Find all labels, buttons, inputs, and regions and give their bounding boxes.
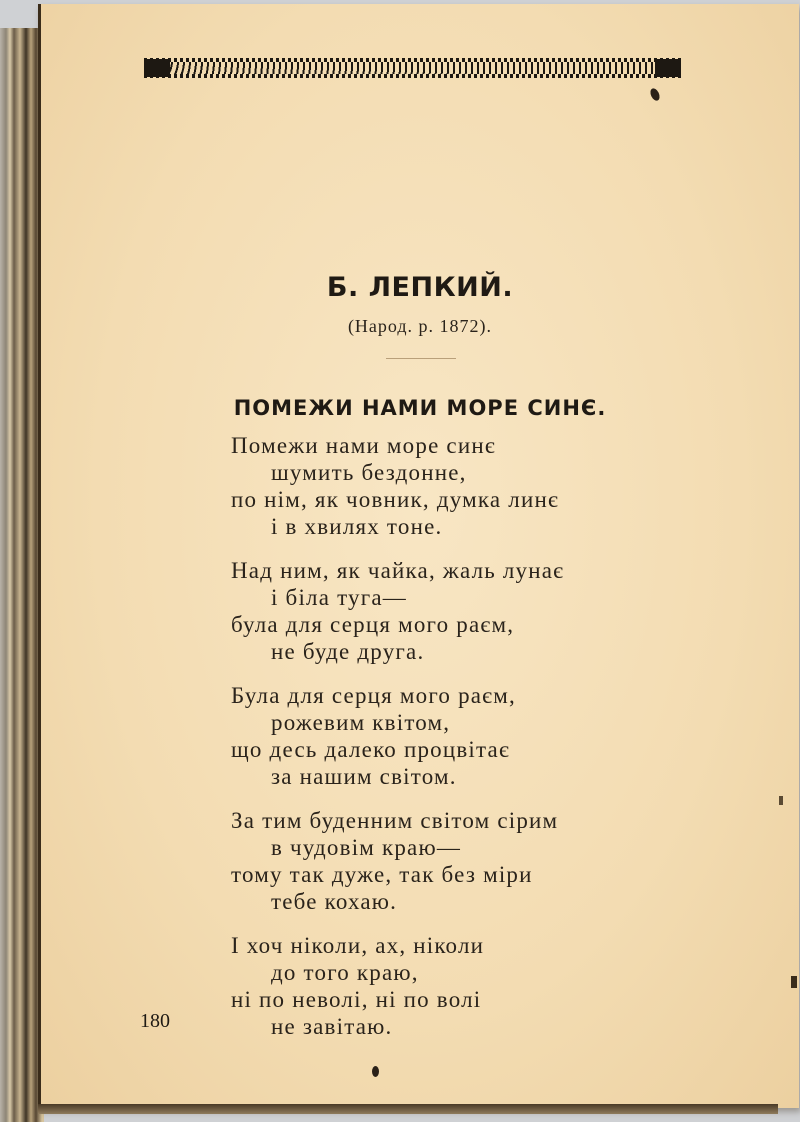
ornament-band-top [144, 58, 681, 62]
poem-line: і в хвилях тоне. [271, 514, 443, 539]
poem-line: не завітаю. [271, 1014, 393, 1039]
stanza [231, 682, 651, 790]
poem-line: була для серця мого раєм, [231, 612, 515, 637]
poem-line: І хоч ніколи, ах, ніколи [231, 933, 485, 958]
poem-line: в чудовім краю— [271, 835, 462, 860]
stanza [231, 932, 651, 1040]
poem-line: рожевим квітом, [271, 710, 451, 735]
poem-line: що десь далеко процвітає [231, 737, 511, 762]
poem-line: по нім, як човник, думка линє [231, 487, 560, 512]
poem-title: ПОМЕЖИ НАМИ МОРЕ СИНЄ. [233, 396, 607, 420]
poem-line: за нашим світом. [271, 764, 457, 789]
ink-spot [649, 87, 662, 102]
stanza [231, 807, 651, 915]
poem-line: Над ним, як чайка, жаль лунає [231, 558, 565, 583]
ornamental-header-border [144, 58, 681, 78]
ornament-cap-right [655, 59, 681, 77]
poem-line: шумить бездонне, [271, 460, 467, 485]
poem-line: Була для серця мого раєм, [231, 683, 516, 708]
poem-line: тебе кохаю. [271, 889, 398, 914]
poem-line: до того краю, [271, 960, 419, 985]
poem-line: не буде друга. [271, 639, 425, 664]
poem-line: і біла туга— [271, 585, 407, 610]
poem-line: За тим буденним світом сірим [231, 808, 559, 833]
poem-line: Помежи нами море синє [231, 433, 496, 458]
poem-line: тому так дуже, так без міри [231, 862, 533, 887]
ornament-band-bottom [144, 74, 681, 78]
birth-year-note: (Народ. р. 1872). [347, 316, 493, 336]
ink-mark-bottom [372, 1066, 379, 1077]
page-edge-shadow [38, 1104, 778, 1114]
book-page [38, 4, 799, 1108]
poem-body [231, 432, 651, 1057]
stanza [231, 557, 651, 665]
stanza [231, 432, 651, 540]
poem-line: ні по неволі, ні по волі [231, 987, 482, 1012]
margin-mark [779, 796, 783, 805]
page-number: 180 [140, 1010, 170, 1032]
heading-separator [386, 358, 456, 359]
author-heading: Б. ЛЕПКИЙ. [326, 272, 514, 303]
margin-mark [791, 976, 797, 988]
ornament-cap-left [144, 59, 170, 77]
